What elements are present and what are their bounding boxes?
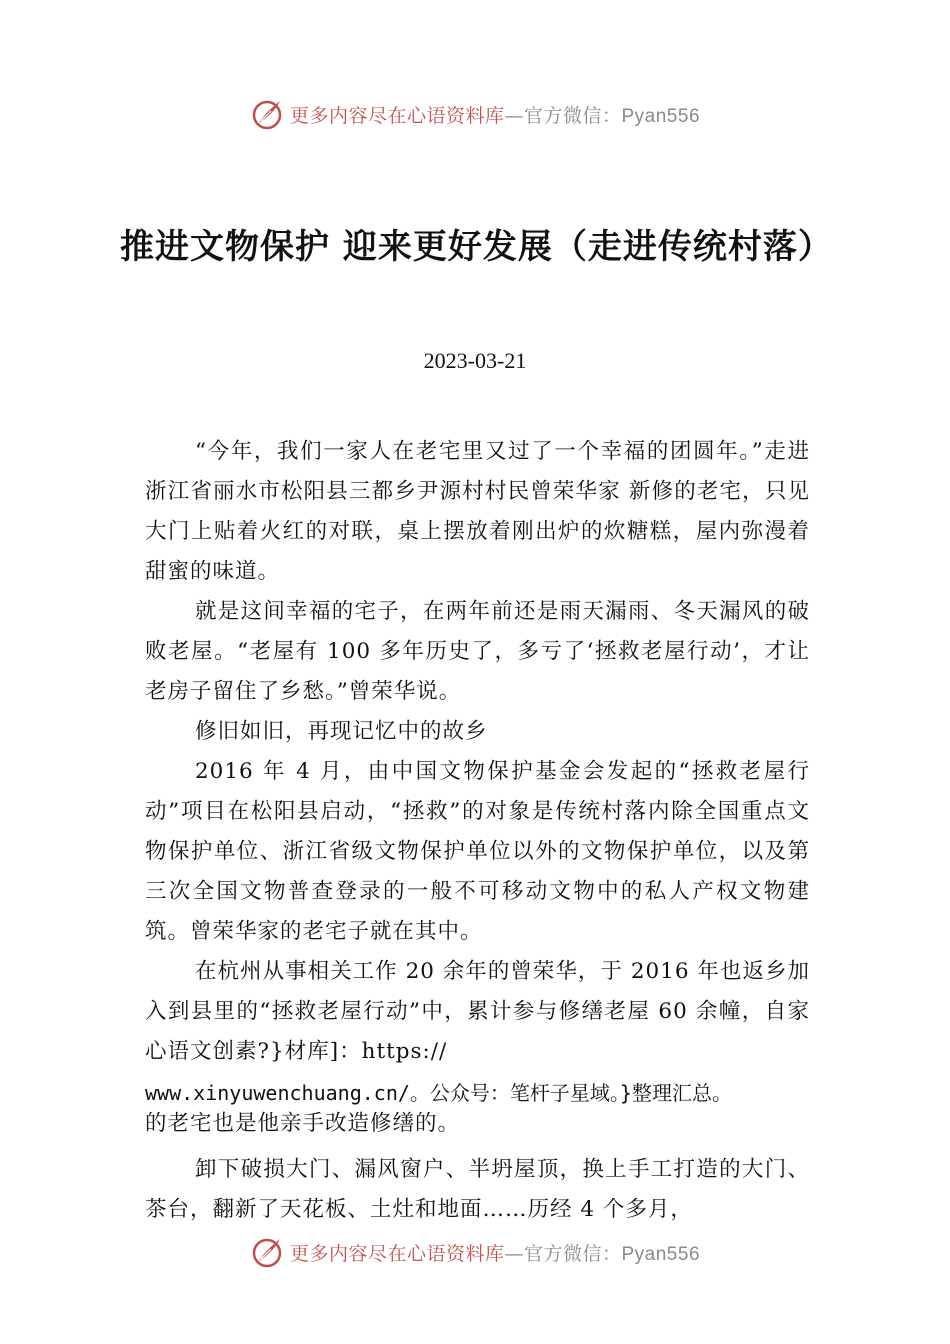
paragraph: 在杭州从事相关工作 20 余年的曾荣华，于 2016 年也返乡加入到县里的“拯救老屋行动”中，累计参与修缮老屋 60 余幢，自家心语文创素?}材库]：https:// bbox=[145, 959, 810, 1064]
watermark-header bbox=[0, 94, 950, 134]
watermark-account: Pyan556 bbox=[621, 105, 701, 127]
watermark-account: Pyan556 bbox=[621, 1243, 701, 1265]
watermark-dash: — bbox=[504, 1242, 524, 1265]
paragraph: 2016 年 4 月，由中国文物保护基金会发起的“拯救老屋行动”项目在松阳县启动，“拯救”的对象是传统村落内除全国重点文物保护单位、浙江省级文物保护单位以外的文物保护单位，以及第三次全国文物普查登录的一般不可移动文物中的私人产权文物建筑。曾荣华家的老宅子就在其中。 bbox=[145, 759, 810, 944]
watermark-text bbox=[290, 1239, 700, 1266]
article-date: 2023-03-21 bbox=[423, 348, 527, 373]
watermark-footer bbox=[0, 1232, 950, 1272]
watermark-label: 官方微信： bbox=[523, 104, 622, 127]
quill-logo-icon bbox=[250, 1235, 284, 1269]
watermark-label: 官方微信： bbox=[523, 1242, 622, 1265]
quill-logo-icon bbox=[250, 97, 284, 131]
inserted-ad-line: www.xinyuwenchuang.cn/。公众号：笔杆子星域。}整理汇总。 bbox=[145, 1081, 732, 1105]
section-heading: 修旧如旧，再现记忆中的故乡 bbox=[195, 719, 488, 744]
watermark-text bbox=[290, 101, 700, 128]
watermark-brand: 更多内容尽在心语资料库 bbox=[289, 1242, 505, 1265]
watermark-dash: — bbox=[504, 104, 524, 127]
article-body bbox=[145, 432, 810, 1230]
article-title: 推进文物保护 迎来更好发展（走进传统村落） bbox=[120, 227, 833, 267]
paragraph: “今年，我们一家人在老宅里又过了一个幸福的团圆年。”走进浙江省丽水市松阳县三都乡尹源村村民曾荣华家 新修的老宅，只见大门上贴着火红的对联，桌上摆放着刚出炉的炊糖糕，屋内弥漫着甜蜜的味道。 bbox=[145, 439, 810, 584]
watermark-brand: 更多内容尽在心语资料库 bbox=[289, 104, 505, 127]
paragraph: 卸下破损大门、漏风窗户、半坍屋顶，换上手工打造的大门、茶台，翻新了天花板、土灶和地面……历经 4 个多月， bbox=[145, 1157, 810, 1222]
paragraph: 就是这间幸福的宅子，在两年前还是雨天漏雨、冬天漏风的破败老屋。“老屋有 100 多年历史了，多亏了‘拯救老屋行动’，才让老房子留住了乡愁。”曾荣华说。 bbox=[145, 599, 810, 704]
paragraph-continuation: 的老宅也是他亲手改造修缮的。 bbox=[145, 1111, 461, 1136]
